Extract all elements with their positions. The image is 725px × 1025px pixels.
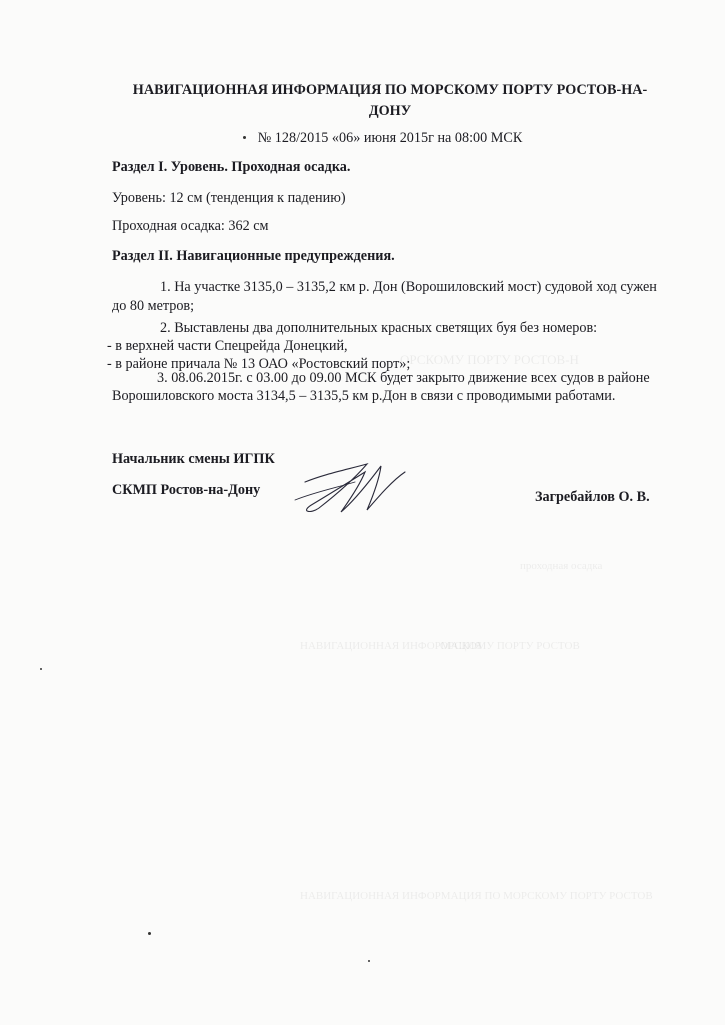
document-number-date: № 128/2015 «06» июня 2015г на 08:00 МСК bbox=[257, 130, 523, 146]
warning-2-line-3: - в районе причала № 13 ОАО «Ростовский порт»; bbox=[107, 356, 411, 372]
warning-3-line-1: 3. 08.06.2015г. с 03.00 до 09.00 МСК будет закрыто движение всех судов в районе bbox=[157, 370, 650, 386]
show-through-text: НАВИГАЦИОННАЯ ИНФОРМАЦИЯ bbox=[300, 640, 482, 652]
warning-1-line-2: до 80 метров; bbox=[112, 298, 195, 314]
section2-heading: Раздел II. Навигационные предупреждения. bbox=[112, 248, 395, 264]
scan-speck bbox=[40, 668, 42, 670]
water-level: Уровень: 12 см (тенденция к падению) bbox=[112, 190, 346, 206]
show-through-text: проходная осадка bbox=[520, 560, 603, 572]
passage-draft: Проходная осадка: 362 см bbox=[112, 218, 269, 234]
document-title: НАВИГАЦИОННАЯ ИНФОРМАЦИЯ ПО МОРСКОМУ ПОРТУ РОСТОВ-НА-ДОНУ bbox=[132, 82, 648, 119]
show-through-text: НАВИГАЦИОННАЯ ИНФОРМАЦИЯ ПО МОРСКОМУ ПОРТУ РОСТОВ bbox=[300, 890, 653, 902]
show-through-text: ОРСКОМУ ПОРТУ РОСТОВ bbox=[440, 640, 580, 652]
signatory-position-line-1: Начальник смены ИГПК bbox=[112, 451, 275, 467]
signatory-name: Загребайлов О. В. bbox=[535, 489, 650, 505]
scan-speck bbox=[243, 136, 246, 139]
scan-speck bbox=[368, 960, 370, 962]
scan-speck bbox=[148, 932, 151, 935]
signatory-position-line-2: СКМП Ростов-на-Дону bbox=[112, 482, 261, 498]
warning-2-line-1: 2. Выставлены два дополнительных красных светящих буя без номеров: bbox=[160, 320, 598, 336]
warning-2-line-2: - в верхней части Спецрейда Донецкий, bbox=[107, 338, 348, 354]
handwritten-signature bbox=[285, 452, 425, 532]
section1-heading: Раздел I. Уровень. Проходная осадка. bbox=[112, 159, 351, 175]
warning-1-line-1: 1. На участке 3135,0 – 3135,2 км р. Дон (Ворошиловский мост) судовой ход сужен bbox=[160, 279, 657, 295]
show-through-text: ОРСКОМУ ПОРТУ РОСТОВ-Н bbox=[400, 352, 579, 367]
warning-3-line-2: Ворошиловского моста 3134,5 – 3135,5 км р.Дон в связи с проводимыми работами. bbox=[112, 388, 616, 404]
